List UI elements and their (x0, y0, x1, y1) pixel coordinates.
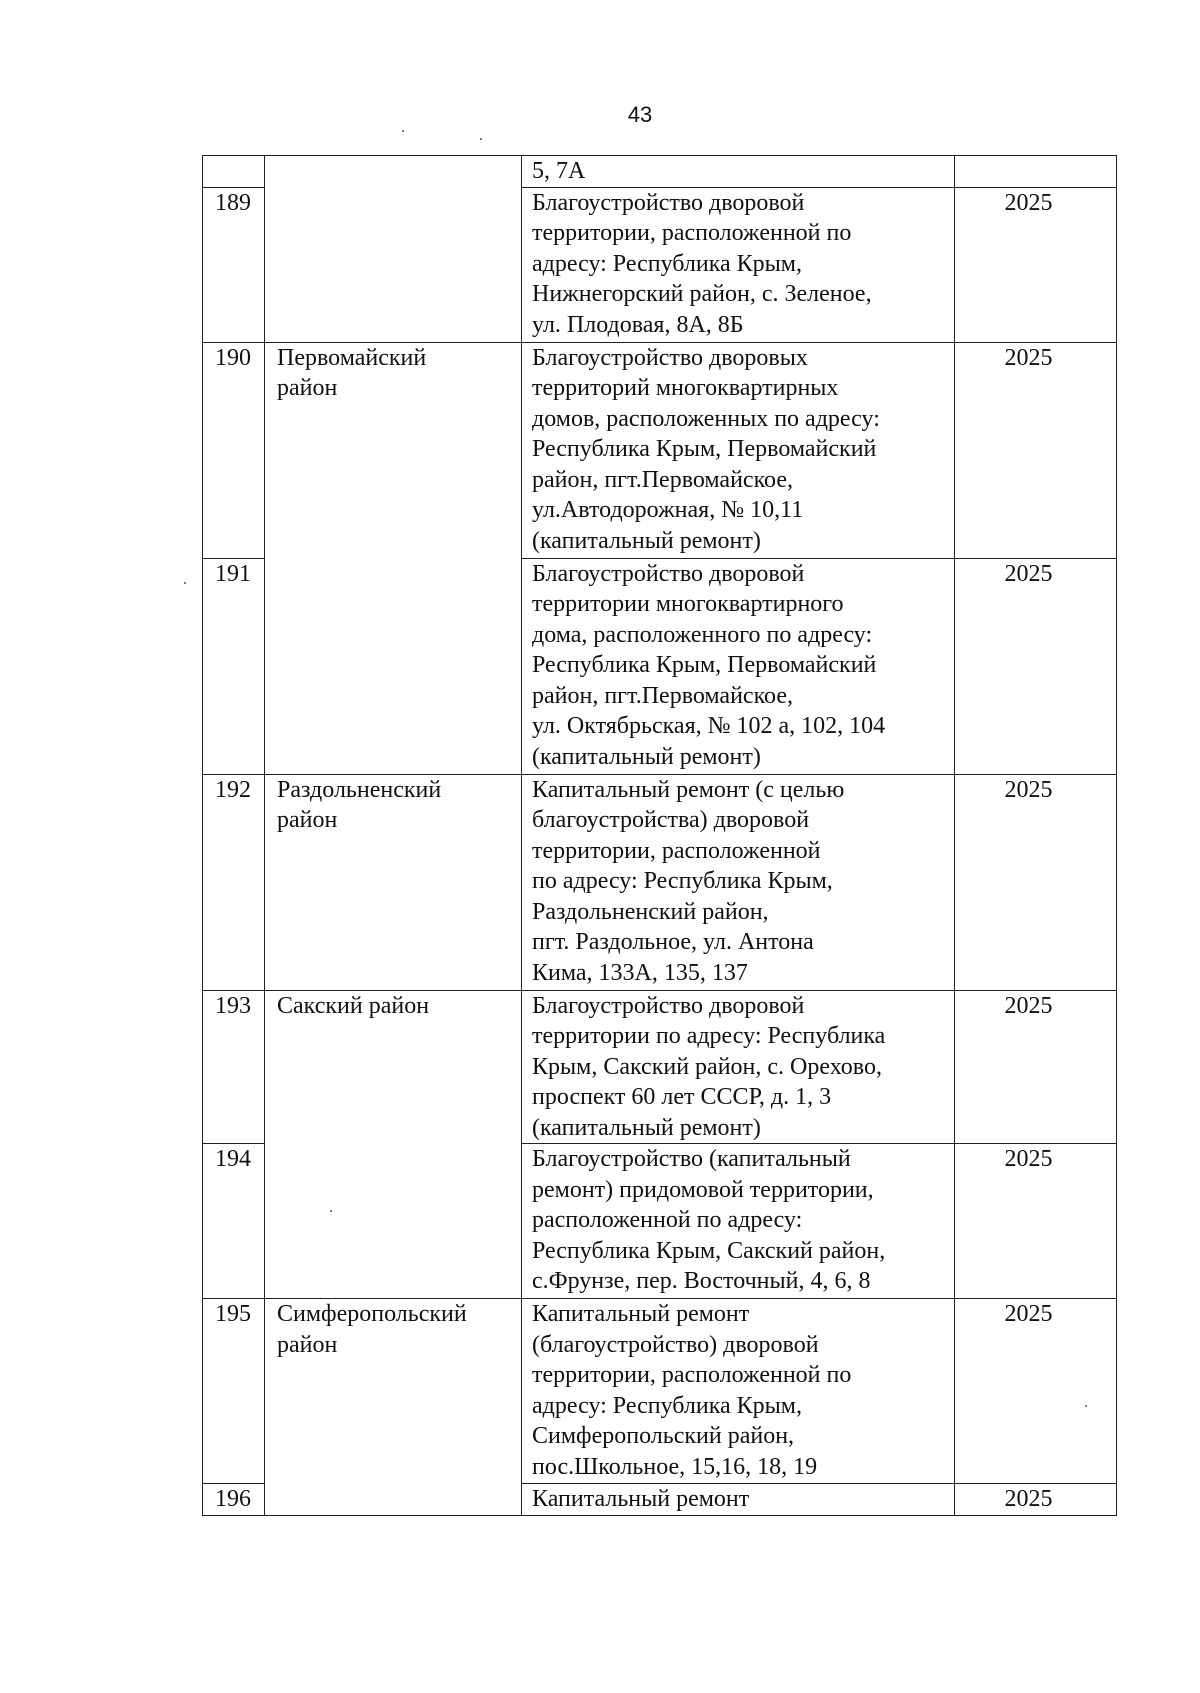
scan-speck (330, 1210, 332, 1212)
row-number: 191 (203, 558, 265, 774)
year-cell (955, 156, 1117, 188)
projects-table (202, 155, 1117, 1516)
page-number: 43 (627, 102, 653, 127)
district-cell: Симферопольский район (265, 1299, 522, 1516)
description-cell: Капитальный ремонт (с целью благоустройства) дворовой территории, расположенной по адресу: Республика Крым, Раздольненский район, пгт. Раздольное, ул. Антона Кима, 133А, 135, 137 (522, 774, 955, 990)
year-cell: 2025 (955, 990, 1117, 1144)
year-cell: 2025 (955, 1484, 1117, 1516)
description-cell: Капитальный ремонт (522, 1484, 955, 1516)
scan-speck (402, 130, 404, 132)
row-number: 189 (203, 187, 265, 342)
district-cell (265, 156, 522, 343)
row-number: 195 (203, 1299, 265, 1484)
description-cell: Благоустройство (капитальный ремонт) придомовой территории, расположенной по адресу: Республика Крым, Сакский район, с.Фрунзе, пер. Восточный, 4, 6, 8 (522, 1144, 955, 1299)
scan-speck (1085, 1405, 1087, 1407)
year-cell: 2025 (955, 558, 1117, 774)
description-cell: 5, 7А (522, 156, 955, 188)
description-cell: Благоустройство дворовых территорий многоквартирных домов, расположенных по адресу: Республика Крым, Первомайский район, пгт.Первомайское, ул.Автодорожная, № 10,11 (капитальный ремонт) (522, 342, 955, 558)
year-cell: 2025 (955, 342, 1117, 558)
row-number: 194 (203, 1144, 265, 1299)
table-row (203, 774, 1117, 990)
table-row (203, 990, 1117, 1144)
year-cell: 2025 (955, 1144, 1117, 1299)
year-cell: 2025 (955, 774, 1117, 990)
district-cell: Первомайский район (265, 342, 522, 774)
description-cell: Благоустройство дворовой территории многоквартирного дома, расположенного по адресу: Республика Крым, Первомайский район, пгт.Первомайское, ул. Октябрьская, № 102 а, 102, 104 (капитальный ремонт) (522, 558, 955, 774)
row-number: 190 (203, 342, 265, 558)
district-cell: Сакский район (265, 990, 522, 1299)
table-row (203, 156, 1117, 188)
description-cell: Благоустройство дворовой территории, расположенной по адресу: Республика Крым, Нижнегорский район, с. Зеленое, ул. Плодовая, 8А, 8Б (522, 187, 955, 342)
row-number (203, 156, 265, 188)
description-cell: Благоустройство дворовой территории по адресу: Республика Крым, Сакский район, с. Орехово, проспект 60 лет СССР, д. 1, 3 (капитальный ремонт) (522, 990, 955, 1144)
description-cell: Капитальный ремонт (благоустройство) дворовой территории, расположенной по адресу: Республика Крым, Симферопольский район, пос.Школьное, 15,16, 18, 19 (522, 1299, 955, 1484)
row-number: 192 (203, 774, 265, 990)
table-row (203, 1299, 1117, 1484)
year-cell: 2025 (955, 187, 1117, 342)
row-number: 193 (203, 990, 265, 1144)
row-number: 196 (203, 1484, 265, 1516)
table-row (203, 342, 1117, 558)
district-cell: Раздольненский район (265, 774, 522, 990)
scan-speck (480, 138, 482, 140)
scan-speck (184, 582, 186, 584)
year-cell: 2025 (955, 1299, 1117, 1484)
